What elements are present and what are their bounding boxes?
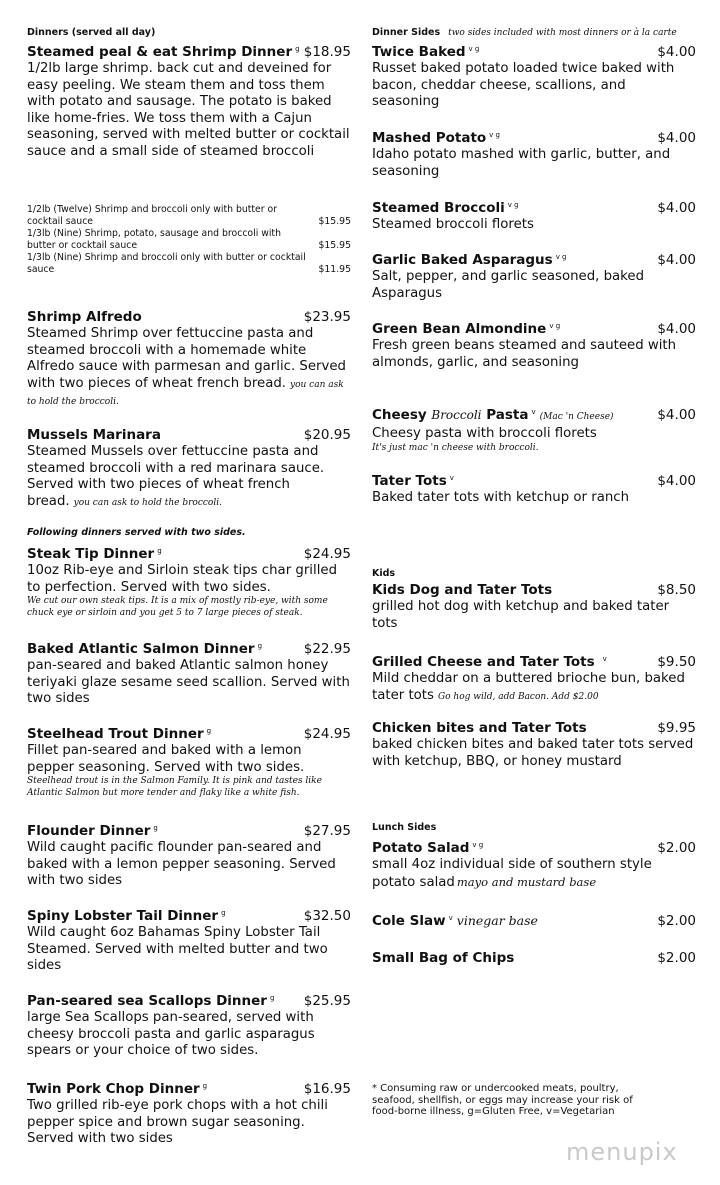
item-name: Steelhead Trout Dinner bbox=[27, 726, 204, 742]
diet-tags: v g bbox=[489, 131, 500, 139]
item-description: pan-seared and baked Atlantic salmon honey teriyaki glaze sesame seed scallion. Served with two sides bbox=[27, 658, 350, 706]
menu-item-asparagus bbox=[372, 249, 696, 302]
item-description: large Sea Scallops pan-seared, served with cheesy broccoli pasta and garlic asparagus spears or your choice of two sides. bbox=[27, 1010, 315, 1058]
item-price: $18.95 bbox=[303, 44, 351, 60]
diet-tags: g bbox=[221, 909, 226, 917]
item-price: $4.00 bbox=[657, 407, 696, 423]
item-name: Steak Tip Dinner bbox=[27, 546, 155, 562]
menu-item-tater-tots bbox=[372, 470, 696, 507]
section-heading-lunch-sides: Lunch Sides bbox=[372, 822, 437, 833]
menu-item-grilled-cheese bbox=[372, 651, 696, 705]
item-note: Go hog wild, add Bacon. Add $2.00 bbox=[437, 691, 599, 702]
item-price: $9.50 bbox=[657, 654, 696, 670]
section-heading-dinner-sides: Dinner Sides two sides included with most dinners or à la carte bbox=[372, 27, 677, 38]
item-description: Fresh green beans steamed and sauteed with almonds, garlic, and seasoning bbox=[372, 338, 677, 370]
section-heading-kids: Kids bbox=[372, 568, 396, 579]
item-description: Cheesy pasta with broccoli florets bbox=[372, 426, 597, 441]
diet-tags: v bbox=[531, 408, 536, 416]
item-description: Wild caught pacific flounder pan-seared and baked with a lemon pepper seasoning. Served with two sides bbox=[27, 840, 336, 888]
item-note: We cut our own steak tips. It is a mix of mostly rib-eye, with some chuck eye or sirloin and you get 5 to 7 large pieces of steak. bbox=[27, 596, 328, 618]
section-heading-two-sides: Following dinners served with two sides. bbox=[27, 527, 246, 538]
item-price: $23.95 bbox=[303, 309, 351, 325]
option-row: 1/2lb (Twelve) Shrimp and broccoli only with butter or cocktail sauce $15.95 bbox=[27, 204, 351, 227]
menu-item-steak-tip bbox=[27, 543, 351, 619]
item-note: Steelhead trout is in the Salmon Family. It is pink and tastes like Atlantic Salmon but more tender and flaky like a white fish. bbox=[27, 776, 322, 798]
item-description: Idaho potato mashed with garlic, butter, and seasoning bbox=[372, 147, 671, 179]
item-name: Garlic Baked Asparagus bbox=[372, 252, 553, 268]
diet-tags: g bbox=[206, 727, 212, 735]
item-name: Small Bag of Chips bbox=[372, 950, 515, 966]
item-price: $27.95 bbox=[303, 823, 351, 839]
item-description: Salt, pepper, and garlic seasoned, baked Asparagus bbox=[372, 269, 645, 301]
allergy-footnote: * Consuming raw or undercooked meats, poultry, seafood, shellfish, or eggs may increase your risk of food-borne illness, g=Gluten Free, v=Vegetarian bbox=[372, 1083, 633, 1117]
item-name: Potato Salad bbox=[372, 840, 470, 856]
item-price: $8.50 bbox=[657, 582, 696, 598]
item-description: Russet baked potato loaded twice baked with bacon, cheddar cheese, scallions, and seasoning bbox=[372, 61, 675, 109]
menu-item-kids-dog bbox=[372, 582, 696, 632]
item-name: Mashed Potato bbox=[372, 130, 487, 146]
menu-item-chips bbox=[372, 950, 696, 967]
diet-tags: g bbox=[202, 1082, 208, 1090]
item-name: Twice Baked bbox=[372, 44, 466, 60]
item-price: $4.00 bbox=[657, 200, 696, 216]
item-name: Kids Dog and Tater Tots bbox=[372, 582, 553, 598]
menu-item-steamed-broccoli bbox=[372, 197, 696, 234]
item-price: $4.00 bbox=[657, 252, 696, 268]
section-note: two sides included with most dinners or à la carte bbox=[448, 28, 677, 38]
option-row: 1/3lb (Nine) Shrimp and broccoli only with butter or cocktail sauce $11.95 bbox=[27, 252, 351, 275]
item-price: $22.95 bbox=[303, 641, 351, 657]
item-price: $2.00 bbox=[657, 913, 696, 929]
section-heading-dinners: Dinners (served all day) bbox=[27, 27, 156, 38]
item-price: $32.50 bbox=[303, 908, 351, 924]
menu-item-cheesy-pasta: Cheesy Broccoli Pasta $^v$ (Mac 'n Cheese) $4.00 Cheesy pasta with broccoli florets It's just mac 'n cheese with broccoli. bbox=[372, 407, 696, 453]
diet-tags: g bbox=[295, 45, 300, 53]
item-note: It's just mac 'n cheese with broccoli. bbox=[372, 442, 539, 453]
item-name: Steamed Broccoli bbox=[372, 200, 505, 216]
menu-item-pork-chop bbox=[27, 1078, 351, 1148]
item-price: $2.00 bbox=[657, 840, 696, 856]
diet-tags: v bbox=[602, 655, 607, 663]
item-name: Cole Slaw bbox=[372, 913, 446, 929]
menu-item-shrimp-alfredo bbox=[27, 309, 351, 411]
menu-item-flounder bbox=[27, 820, 351, 890]
item-name: Flounder Dinner bbox=[27, 823, 151, 839]
item-name: Tater Tots bbox=[372, 473, 447, 489]
item-name: Green Bean Almondine bbox=[372, 321, 547, 337]
watermark-logo: menupix bbox=[566, 1138, 678, 1166]
menu-item-twice-baked bbox=[372, 41, 696, 111]
menu-item-mussels bbox=[27, 427, 351, 511]
diet-tags: g bbox=[153, 824, 158, 832]
item-price: $4.00 bbox=[657, 44, 696, 60]
item-description: baked chicken bites and baked tater tots served with ketchup, BBQ, or honey mustard bbox=[372, 737, 694, 769]
item-price: $4.00 bbox=[657, 130, 696, 146]
option-row: 1/3lb (Nine) Shrimp, potato, sausage and broccoli with butter or cocktail sauce $15.95 bbox=[27, 228, 351, 251]
diet-tags: v g bbox=[468, 45, 480, 53]
item-name: Steamed peal & eat Shrimp Dinner bbox=[27, 44, 293, 60]
item-description: Steamed broccoli florets bbox=[372, 217, 534, 232]
menu-item-scallops bbox=[27, 990, 351, 1060]
item-description: Wild caught 6oz Bahamas Spiny Lobster Tail Steamed. Served with melted butter and two sides bbox=[27, 925, 328, 973]
menu-item-lobster bbox=[27, 905, 351, 975]
menu-item-mashed-potato bbox=[372, 127, 696, 180]
diet-tags: v g bbox=[472, 841, 484, 849]
item-description: Steamed Mussels over fettuccine pasta and steamed broccoli with a red marinara sauce. Served with two pieces of wheat french bread. bbox=[27, 444, 325, 509]
item-description: 1/2lb large shrimp. back cut and deveined for easy peeling. We steam them and toss them with potato and sausage. The potato is baked like home-fries. We toss them with a Cajun seasoning, served with melted butter or cocktail sauce and a small side of steamed broccoli bbox=[27, 61, 350, 159]
item-price: $25.95 bbox=[303, 993, 351, 1009]
item-description: Fillet pan-seared and baked with a lemon pepper seasoning. Served with two sides. bbox=[27, 743, 305, 775]
item-price: $9.95 bbox=[657, 720, 696, 736]
item-name: Spiny Lobster Tail Dinner bbox=[27, 908, 219, 924]
item-name: Pan-seared sea Scallops Dinner bbox=[27, 993, 267, 1009]
item-price: $16.95 bbox=[303, 1081, 351, 1097]
item-name: Shrimp Alfredo bbox=[27, 309, 142, 325]
item-name: Grilled Cheese and Tater Tots bbox=[372, 654, 595, 670]
diet-tags: g bbox=[269, 994, 275, 1002]
item-price: $20.95 bbox=[303, 427, 351, 443]
menu-item-chicken-bites bbox=[372, 720, 696, 770]
item-description: 10oz Rib-eye and Sirloin steak tips char grilled to perfection. Served with two sides. bbox=[27, 563, 338, 595]
item-description: Two grilled rib-eye pork chops with a hot chili pepper spice and brown sugar seasoning. Served with two sides bbox=[27, 1098, 328, 1146]
item-price: $4.00 bbox=[657, 321, 696, 337]
diet-tags: v g bbox=[549, 322, 561, 330]
item-note: mayo and mustard base bbox=[456, 874, 597, 889]
item-price: $24.95 bbox=[303, 726, 351, 742]
item-description: Mild cheddar on a buttered brioche bun, baked tater tots bbox=[372, 671, 685, 703]
menu-item-shrimp-dinner bbox=[27, 41, 351, 160]
diet-tags: g bbox=[157, 547, 162, 555]
item-description: Baked tater tots with ketchup or ranch bbox=[372, 490, 630, 505]
diet-tags: v g bbox=[555, 253, 567, 261]
item-name: Baked Atlantic Salmon Dinner bbox=[27, 641, 255, 657]
menu-item-potato-salad bbox=[372, 837, 696, 891]
item-description: grilled hot dog with ketchup and baked tater tots bbox=[372, 599, 670, 631]
diet-tags: v g bbox=[507, 201, 519, 209]
item-description: Steamed Shrimp over fettuccine pasta and steamed broccoli with a homemade white Alfredo sauce with parmesan and garlic. Served with two pieces of wheat french bread. bbox=[27, 326, 347, 391]
item-note: you can ask to hold the broccoli. bbox=[27, 379, 344, 407]
menu-item-green-bean bbox=[372, 318, 696, 371]
item-name: Chicken bites and Tater Tots bbox=[372, 720, 587, 736]
diet-tags: v bbox=[449, 474, 454, 482]
menu-item-steelhead bbox=[27, 723, 351, 799]
item-price: $2.00 bbox=[657, 950, 696, 966]
item-price: $24.95 bbox=[303, 546, 351, 562]
item-description: small 4oz individual side of southern style potato salad bbox=[372, 857, 652, 890]
diet-tags: v bbox=[448, 914, 453, 922]
item-name: Twin Pork Chop Dinner bbox=[27, 1081, 200, 1097]
item-note: vinegar base bbox=[456, 913, 538, 928]
shrimp-options-list bbox=[27, 204, 351, 276]
diet-tags: g bbox=[257, 642, 263, 650]
item-price: $4.00 bbox=[657, 473, 696, 489]
menu-item-salmon bbox=[27, 638, 351, 708]
menu-item-cole-slaw bbox=[372, 910, 696, 930]
item-name: Mussels Marinara bbox=[27, 427, 161, 443]
item-note: you can ask to hold the broccoli. bbox=[73, 497, 222, 508]
